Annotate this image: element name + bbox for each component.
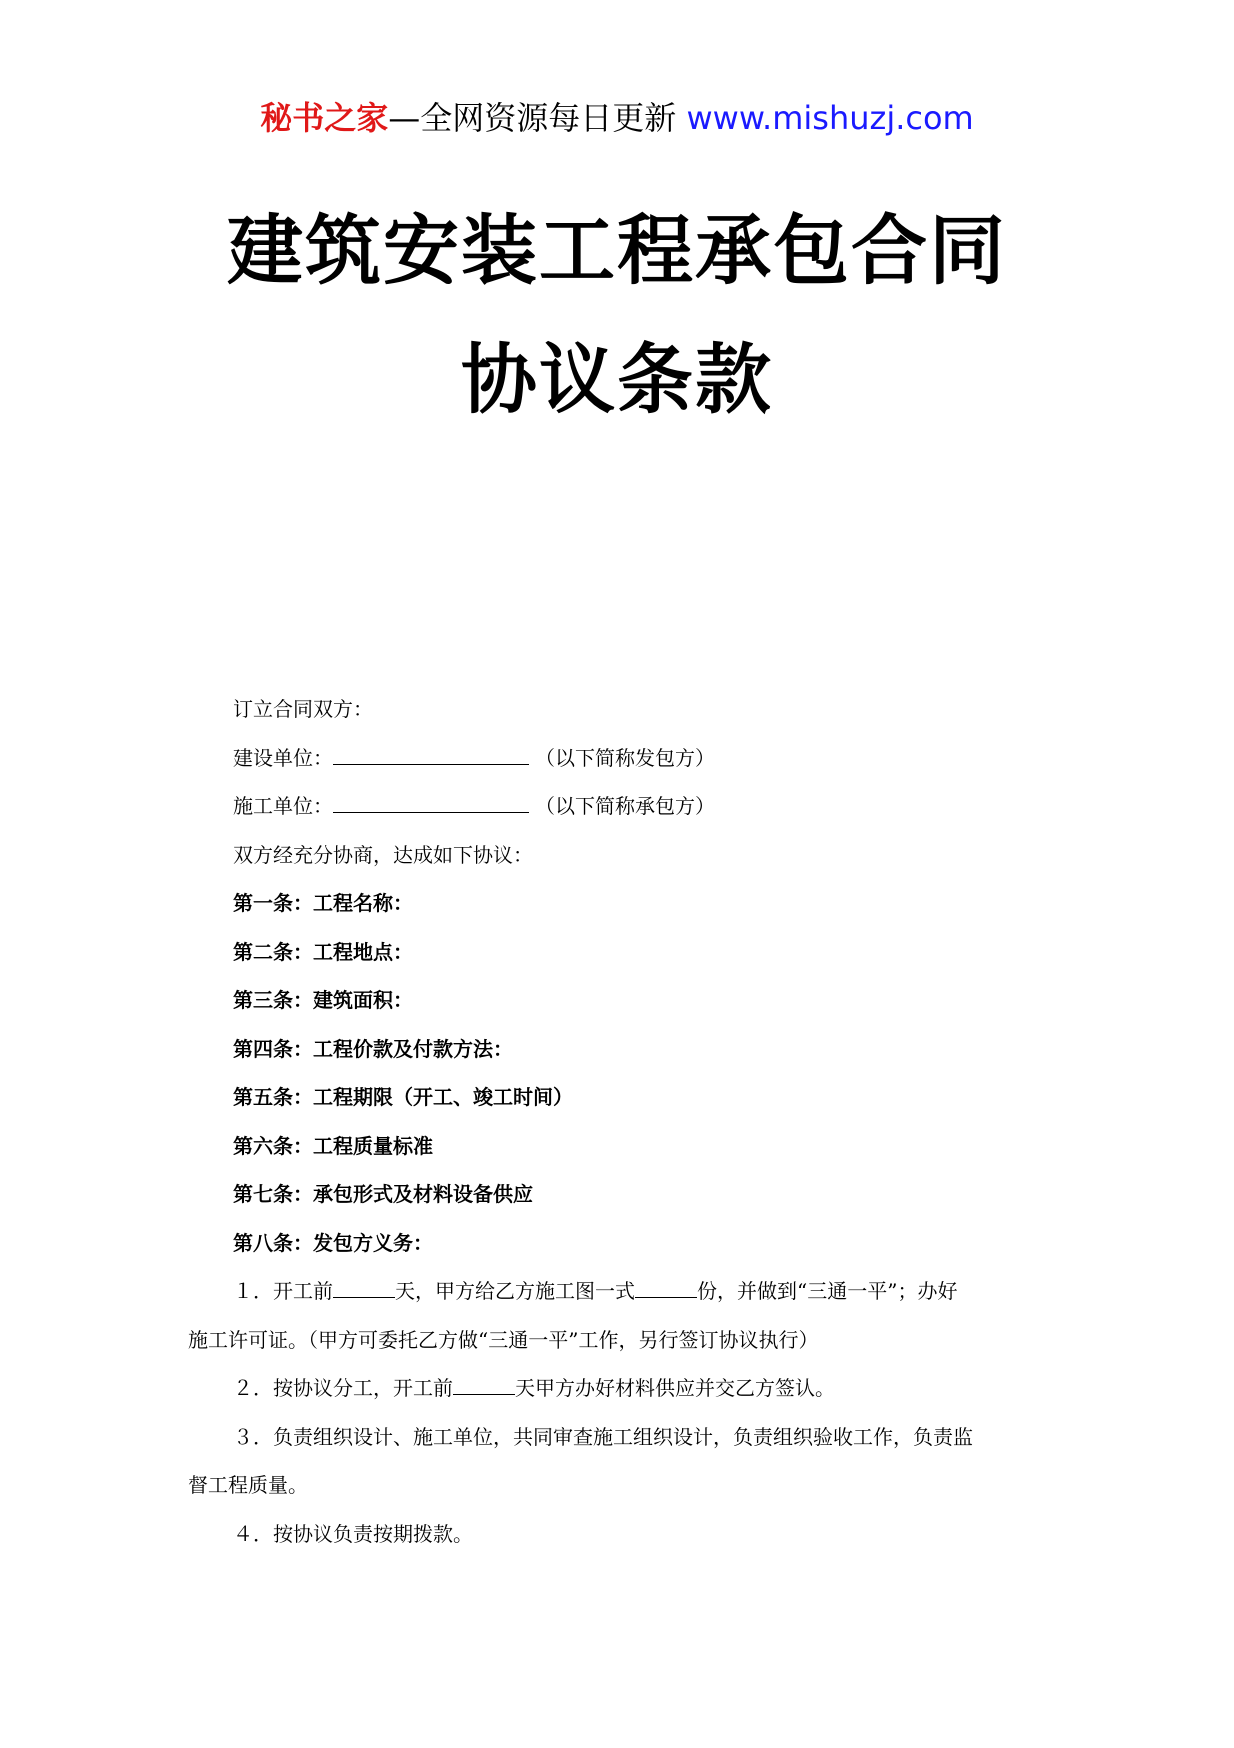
- duty-1-part-a: １．开工前: [233, 1279, 333, 1303]
- duty-1-part-b: 天，甲方给乙方施工图一式: [395, 1279, 635, 1303]
- duty-1-part-c: 份，并做到“三通一平”；办好: [697, 1279, 958, 1303]
- document-body: [188, 685, 1048, 1558]
- contractor-label: 施工单位：: [233, 794, 333, 818]
- article-4: 第四条：工程价款及付款方法：: [233, 1036, 513, 1061]
- duty-2-days-blank[interactable]: [453, 1376, 515, 1395]
- duty-4: ４．按协议负责按期拨款。: [233, 1521, 473, 1546]
- builder-note: （以下简称发包方）: [535, 745, 715, 770]
- article-3: 第三条：建筑面积：: [233, 988, 413, 1012]
- duty-1-continued: 施工许可证。（甲方可委托乙方做“三通一平”工作，另行签订协议执行）: [188, 1327, 819, 1352]
- article-8: 第八条：发包方义务：: [233, 1230, 433, 1255]
- contractor-line: [188, 782, 1048, 831]
- duty-3: ３．负责组织设计、施工单位，共同审查施工组织设计，负责组织验收工作，负责监: [233, 1424, 973, 1449]
- duty-2-part-a: ２．按协议分工，开工前: [233, 1376, 453, 1400]
- builder-line: [188, 734, 1048, 783]
- document-subtitle: 协议条款: [461, 335, 773, 424]
- builder-blank[interactable]: [333, 746, 529, 765]
- duty-1-copies-blank[interactable]: [635, 1279, 697, 1298]
- duty-3-continued: 督工程质量。: [188, 1473, 308, 1497]
- duty-2-part-b: 天甲方办好材料供应并交乙方签认。: [515, 1376, 835, 1400]
- builder-label: 建设单位：: [233, 745, 333, 770]
- document-title: 建筑安装工程承包合同: [227, 206, 1007, 295]
- article-1: 第一条：工程名称：: [233, 891, 413, 915]
- brand-slogan: —全网资源每日更新: [388, 99, 687, 137]
- article-5: 第五条：工程期限（开工、竣工时间）: [233, 1085, 573, 1109]
- article-7: 第七条：承包形式及材料设备供应: [233, 1182, 533, 1206]
- watermark-header: [0, 98, 1234, 138]
- article-2: 第二条：工程地点：: [233, 939, 413, 964]
- duty-1-days-blank[interactable]: [333, 1279, 395, 1298]
- agreement-line: 双方经充分协商，达成如下协议：: [233, 842, 533, 867]
- contractor-note: （以下简称承包方）: [535, 794, 715, 818]
- article-6: 第六条：工程质量标准: [233, 1133, 433, 1158]
- duty-2: [188, 1364, 1048, 1413]
- brand-name: 秘书之家: [260, 99, 389, 137]
- duty-1: [188, 1267, 1048, 1316]
- contractor-blank[interactable]: [333, 794, 529, 813]
- parties-intro: 订立合同双方：: [233, 697, 373, 721]
- brand-url[interactable]: www.mishuzj.com: [686, 99, 974, 137]
